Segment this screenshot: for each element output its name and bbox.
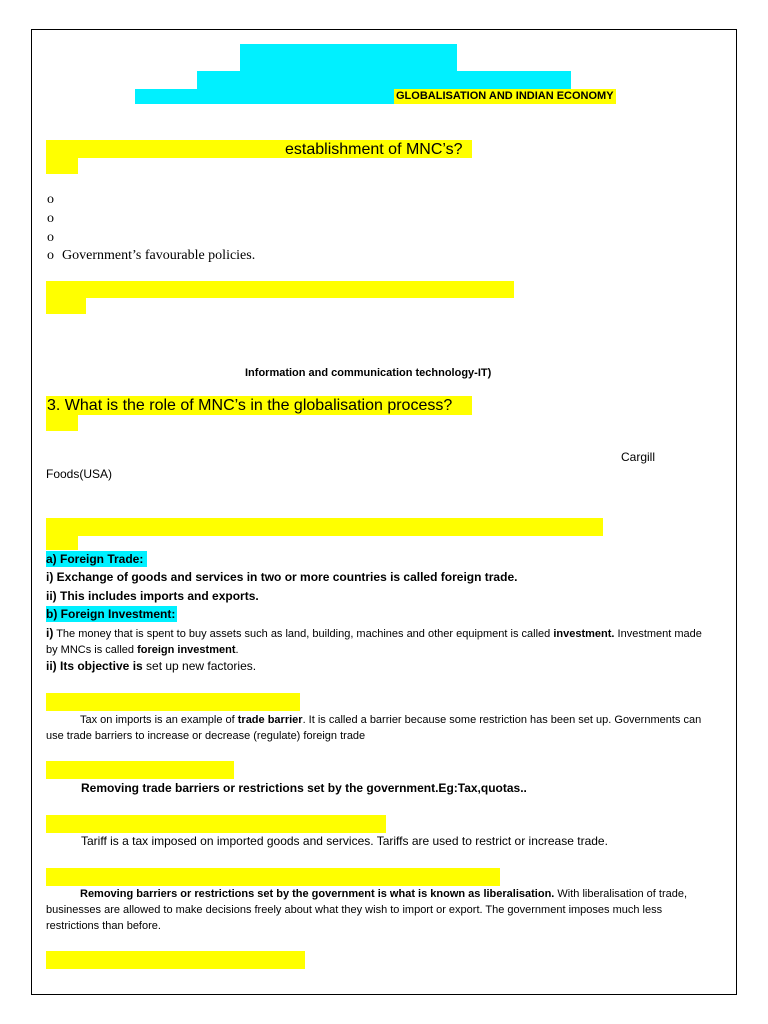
- fi-point-1-foreign-investment: foreign investment: [137, 644, 236, 656]
- final-heading-highlight: [46, 951, 305, 969]
- tariff-text: Tariff is a tax imposed on imported goods and services. Tariffs are used to restrict or increase trade.: [81, 834, 608, 848]
- foreign-trade-point-2: ii) This includes imports and exports.: [46, 589, 259, 603]
- bullet-marker-1: o: [47, 192, 54, 207]
- title-highlight-top: [240, 44, 457, 71]
- document-page: [31, 29, 737, 995]
- foreign-trade-heading: a) Foreign Trade:: [46, 551, 147, 567]
- foreign-investment-heading: b) Foreign Investment:: [46, 607, 176, 621]
- heading-highlight-a1: [46, 281, 514, 298]
- removing-heading-highlight: [46, 761, 234, 779]
- liberalisation-definition: Removing barriers or restrictions set by the government is what is known as liberalisation.: [80, 888, 555, 900]
- tariff-heading-highlight: [46, 815, 386, 833]
- trade-barrier-heading-highlight: [46, 693, 300, 711]
- foreign-investment-point-1: [46, 625, 706, 658]
- title-highlight-bottom: [135, 89, 395, 104]
- trade-barrier-term: trade barrier: [237, 714, 303, 726]
- example-foods: Foods(USA): [46, 467, 113, 481]
- question-highlight-line2: [46, 158, 78, 174]
- bullet-favourable-policies: Government’s favourable policies.: [62, 248, 256, 263]
- foreign-trade-point-1: i) Exchange of goods and services in two or more countries is called foreign trade.: [46, 570, 518, 584]
- heading-highlight-b1: [46, 518, 603, 536]
- trade-barrier-text1: Tax on imports is an example of: [80, 714, 238, 726]
- trade-barrier-paragraph: [46, 712, 706, 744]
- bullet-marker-2: o: [47, 211, 54, 226]
- liberalisation-paragraph: [46, 886, 710, 934]
- trade-barrier-text2: . It is called a barrier because some restriction has been set up. Governments can use trade barriers to increase or decrease (regulate) foreign trade: [46, 714, 702, 742]
- fi-point-1-text1: The money that is spent to buy assets such as land, building, machines and other equipment is called: [53, 628, 554, 640]
- liberalisation-text: With liberalisation of trade, businesses are allowed to make decisions freely about what they wish to import or export. The government imposes much less restrictions than before.: [46, 888, 688, 932]
- foreign-investment-point-2: [46, 658, 256, 674]
- fi-point-1-text3: .: [235, 644, 239, 656]
- bullet-marker-3: o: [47, 230, 54, 245]
- bullet-marker-4: o: [47, 248, 54, 263]
- fi-point-2-label: ii) Its objective is: [46, 659, 143, 673]
- fi-point-1-text2: Investment made by MNCs is called: [46, 628, 702, 656]
- liberalisation-heading-highlight: [46, 868, 500, 886]
- mnc-question-heading: establishment of MNC’s?: [285, 141, 463, 158]
- title-highlight-middle: [197, 71, 571, 89]
- it-line: Information and communication technology-IT): [245, 367, 492, 379]
- example-cargill: Cargill: [621, 450, 656, 464]
- question3-heading: 3. What is the role of MNC’s in the globalisation process?: [47, 397, 453, 414]
- removing-trade-barriers-text: Removing trade barriers or restrictions set by the government.Eg:Tax,quotas..: [81, 781, 527, 795]
- fi-point-1-investment: investment.: [553, 628, 615, 640]
- heading-highlight-a2: [46, 298, 86, 314]
- question3-highlight-line2: [46, 415, 78, 431]
- document-title: GLOBALISATION AND INDIAN ECONOMY: [396, 90, 614, 102]
- fi-point-1-label: i): [46, 626, 54, 640]
- heading-highlight-b2: [46, 536, 78, 550]
- fi-point-2-text: set up new factories.: [142, 659, 257, 673]
